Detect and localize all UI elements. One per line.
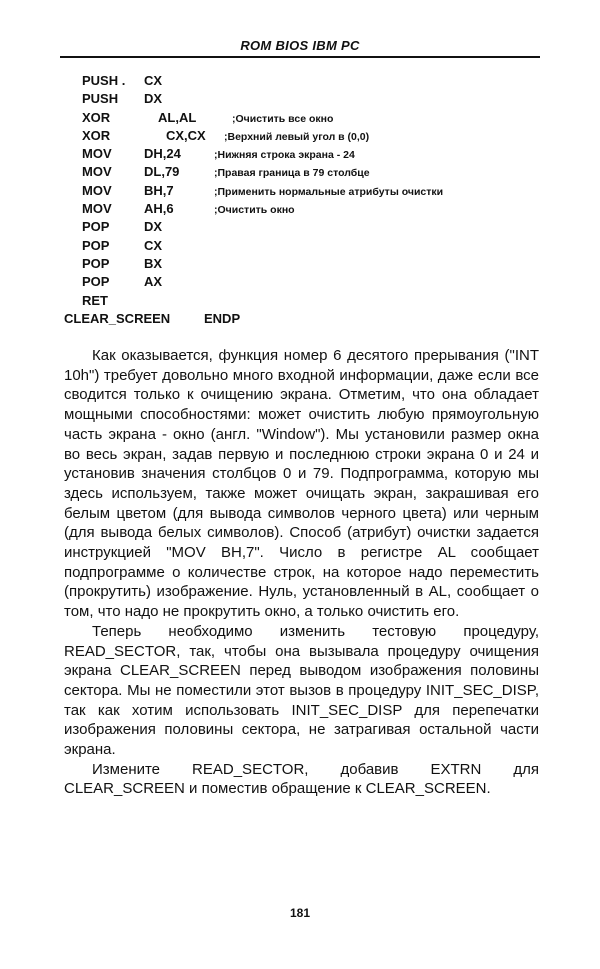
- code-op: PUSH: [82, 91, 119, 107]
- code-arg: CX,CX: [166, 127, 206, 143]
- code-arg: AH,6: [144, 201, 174, 217]
- code-arg: AX: [144, 274, 163, 290]
- code-op: XOR: [82, 127, 111, 143]
- paragraph: Теперь необходимо изменить тестовую процедуру, READ_SECTOR, так, чтобы она вызывала процедуру очищения экрана CLEAR_SCREEN перед выводом изображения половины сектора. Мы не поместили этот вызов в процедуру INIT_SEC_DISP, так как хотим использовать INIT_SEC_DISP для перепечатки изображения половины сектора, не затрагивая остальной части экрана.: [64, 622, 539, 759]
- code-op: POP: [82, 237, 110, 253]
- code-comment: ;Верхний левый угол в (0,0): [224, 130, 370, 143]
- code-comment: ;Очистить все окно: [232, 112, 334, 125]
- code-comment: ;Применить нормальные атрибуты очистки: [214, 185, 444, 198]
- code-op: MOV: [82, 182, 112, 198]
- code-op: PUSH .: [82, 73, 126, 88]
- running-head: ROM BIOS IBM PC: [240, 38, 360, 53]
- code-comment: ;Правая граница в 79 столбце: [214, 167, 370, 180]
- code-arg: AL,AL: [158, 109, 197, 125]
- paragraph: Как оказывается, функция номер 6 десятого прерывания ("INT 10h") требует довольно много входной информации, даже если все сводится только к очищению экрана. Отметим, что она обладает мощными способностями: может очистить любую прямоугольную часть экрана - окно (англ. "Window"). Мы установили размер окна во весь экран, задав первую и последнюю строки экрана 0 и 24 и установив значения столбцов 0 и 79. Подпрограмма, которую мы здесь используем, также может очищать экран, закрашивая его белым цветом (для вывода символов черного цвета) или черным (для вывода белых символов). Способ (атрибут) очистки задается инструкцией "MOV BH,7". Число в регистре AL сообщает подпрограмме о количестве строк, на которое надо переместить (прокрутить) изображение. Нуль, установленный в AL, сообщает о том, что надо не прокрутить окно, а только очистить его.: [64, 347, 539, 621]
- body-text: [64, 346, 539, 799]
- code-comment: ;Нижняя строка экрана - 24: [214, 149, 355, 162]
- code-arg: DX: [144, 91, 163, 107]
- code-arg: CX: [144, 73, 163, 88]
- code-op: MOV: [82, 164, 112, 180]
- code-arg: DH,24: [144, 146, 181, 162]
- code-op: POP: [82, 255, 110, 271]
- code-comment: ;Очистить окно: [214, 204, 295, 217]
- header-rule: [60, 56, 540, 58]
- code-op: POP: [82, 219, 110, 235]
- code-op: POP: [82, 274, 110, 290]
- page-number: 181: [289, 906, 311, 920]
- code-arg: DX: [144, 219, 163, 235]
- code-op: MOV: [82, 146, 112, 162]
- code-arg: BX: [144, 255, 163, 271]
- code-arg: CX: [144, 237, 163, 253]
- code-op: RET: [82, 292, 108, 308]
- code-proc-label: CLEAR_SCREEN: [64, 310, 171, 326]
- code-op: XOR: [82, 109, 111, 125]
- paragraph: Измените READ_SECTOR, добавив EXTRN для CLEAR_SCREEN и поместив обращение к CLEAR_SCREEN.: [64, 760, 539, 798]
- code-op: MOV: [82, 201, 112, 217]
- code-arg: DL,79: [144, 164, 180, 180]
- code-endp-directive: ENDP: [204, 310, 241, 326]
- code-arg: BH,7: [144, 182, 174, 198]
